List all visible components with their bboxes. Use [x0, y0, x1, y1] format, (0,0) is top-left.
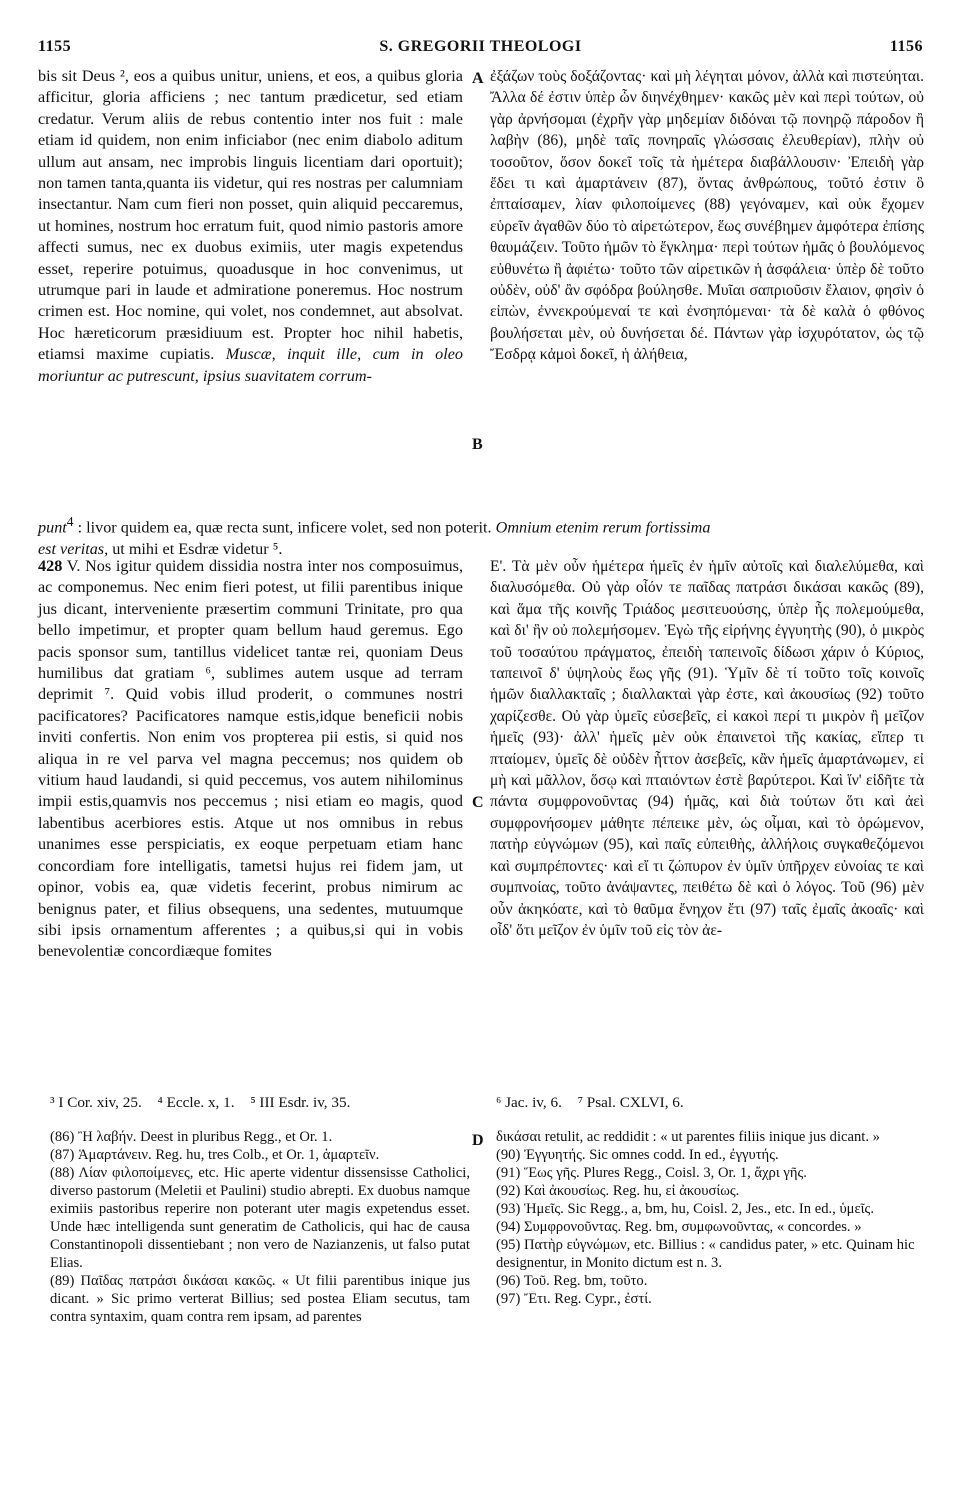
continuation-text-2: ut mihi et Esdræ videtur ⁵. [108, 539, 283, 558]
margin-letter-b: B [472, 436, 483, 453]
greek-section-text: Ε'. Τὰ μὲν οὖν ἡμέτερα ἡμεῖς ἐν ἡμῖν αὐτοῖς καὶ διαλελύμεθα, καὶ διαλυσόμεθα. Οὐ γὰρ οἷόν τε παῖδας πατράσι δικάσαι κακῶς (89), καὶ ἅμα τῆς κοινῆς Τριάδος μεσιτευούσης, ὑπὲρ ἧς πολεμούμεθα, καὶ δι' ἣν οὐ πολεμήσομεν. Ἐγὼ τῆς εἰρήνης ἐγγυητὴς (90), ὁ μικρὸς τοῦ τοσαύτου πράγματος, ἐπειδὴ ταπεινοῖς δίδωσι χάριν ὁ Κύριος, ταπεινοῖ δ' ὑψηλοὺς ἕως γῆς (91). Ὑμῖν δὲ τί τοῦτο τοῖς κοινοῖς ἡμῶν διαλλακταῖς ; διαλλακταὶ γὰρ ἐστε, καὶ ἀκουσίως (92) τοῦτο χαρίζεσθε. Οὐ γὰρ ὑμεῖς εὐσεβεῖς, εἰ κακοὶ περί τι μικρὸν ἢ μεῖζον ἡμεῖς (93)· ἀλλ' ἡμεῖς μὲν οὐκ ἐπαινετοὶ τῆς κακίας, εἴπερ τι πταίομεν, ὑμεῖς δὲ οὐδὲν ἧττον ἀσεβεῖς, κἂν ἡμεῖς ἁμαρτάνωμεν, εἰ μὴ καὶ μᾶλλον, ὅσῳ καὶ πταιόντων ἐστὲ βαρύτεροι. Καὶ ἵν' εἰδῆτε τὰ πάντα συμφρονοῦντας (94) ἡμᾶς, καὶ διὰ τούτων ὅτι καὶ ἀεὶ συμφρονήσομεν μάθητε πέπεικε μὲν, ὡς οἶμαι, καὶ τὸ ὁρώμενον, πατὴρ εὐγνώμων (95), καὶ παῖς εὐπειθὴς, ἀλλήλοις συγκαθεζόμενοι καὶ συμπρέποντες· καὶ εἴ τι ζώπυρον ἐν ὑμῖν ὑπῆρχεν εὐνοίας τε καὶ συμπνοίας, τοῦτο ἀνάψαντες, πειθέτω δὲ καὶ ὁ λόγος. Τοῦ (96) μὲν οὖν ἀκηκόατε, καὶ τὸ θαῦμα ἔνηχον ἔτι (97) ταῖς ἐμαῖς ἀκοαῖς· καὶ οἶδ' ὅτι μεῖζον ἐν ὑμῖν τοῦ εἰς τὸν ἀε- [490, 558, 924, 939]
latin-quotation: Muscæ, inquit ille, cum in oleo moriuntur ac putrescunt, ipsius suavitatem corrum- [38, 345, 463, 385]
latin-text: bis sit Deus ², eos a quibus unitur, uniens, et eos, a quibus gloria afficitur, gloria afficiens ; nec tantum prædicetur, sed etiam credatur. Verum aliis de rebus contentio inter nos fuit : male etiam id quidem, non enim inficiabor (nec enim diabolo aditum ullum aut ansam, nec improbis linguis licentiam dari oportuit); non tamen tanta,quanta iis videtur, qui res nostras per calumniam insectantur. Nam cum fieri non posset, quin aliquid peccaremus, ut homines, nostrum hoc erratum fuit, quod nimio pastoris amore affecti sumus, nec ex duobus eximiis, uter magis expetendus esset, reperire potuimus, quoadusque in hoc convenimus, ut utrumque pari in laude et admiratione poneremus. Hoc nostrum crimen est. Hoc nomine, qui volet, nos condemnet, aut absolvat. Hoc hæreticorum præsidiuum est. Propter hoc nihil habetis, etiamsi maxime cupiatis. [38, 67, 463, 364]
scripture-ref: ⁷ Psal. CXLVI, 6. [577, 1094, 684, 1111]
latin-column-top [38, 66, 463, 387]
scripture-ref: ⁵ III Esdr. iv, 35. [250, 1094, 351, 1111]
footnote: (94) Συμφρονοῦντας. Reg. bm, συμφωνοῦντας, « concordes. » [496, 1219, 862, 1235]
latin-column-section-v [38, 556, 463, 963]
continuation-italic: Omnium etenim rerum fortissima [495, 518, 711, 537]
footnote: (88) Λίαν φιλοποίμενες, etc. Hic aperte videntur dissensisse Catholici, diverso pastorum (Meletii et Paulini) studio abrepti. Ex duobus namque eximiis pastoribus reperire non poterant uter magis expetendus esset. Unde hæc intelligenda sunt generatim de Catholicis, qui hac de causa Constantinopoli dissentiebant ; non vero de Nazianzenis, ut falso putat Elias. [50, 1165, 470, 1271]
greek-column-top [490, 66, 924, 366]
continuation-text: : livor quidem ea, quæ recta sunt, inficere volet, sed non poterit. [73, 518, 496, 537]
full-width-paragraph [38, 511, 922, 560]
scripture-ref: ⁴ Eccle. x, 1. [157, 1094, 235, 1111]
footnote: (92) Καὶ ἀκουσίως. Reg. hu, εἰ ἀκουσίως. [496, 1183, 740, 1199]
footnote: δικάσαι retulit, ac reddidit : « ut parentes filiis inique jus dicant. » [496, 1129, 880, 1145]
footnote-marker: 4 [66, 514, 74, 529]
footnote: (90) Ἐγγυητής. Sic omnes codd. In ed., ἐγγυτής. [496, 1147, 779, 1163]
margin-letter-c: C [472, 794, 484, 811]
page-number-left: 1155 [38, 38, 72, 55]
scripture-ref: ⁶ Jac. iv, 6. [496, 1094, 562, 1111]
footnote: (86) Ἢ λαβήν. Deest in pluribus Regg., et Or. 1. [50, 1129, 333, 1145]
footnote: (93) Ἡμεῖς. Sic Regg., a, bm, hu, Coisl. 2, Jes., etc. In ed., ὑμεῖς. [496, 1201, 874, 1217]
margin-letter-a: A [472, 70, 484, 87]
latin-section-paragraph [38, 556, 463, 963]
greek-column-section-v [490, 556, 924, 941]
footnote: (96) Τοῦ. Reg. bm, τοῦτο. [496, 1273, 648, 1289]
continuation-word: punt [38, 518, 67, 537]
continuation-italic-2: est veritas, [38, 539, 109, 558]
section-number: 428 [38, 557, 63, 575]
margin-letter-d: D [472, 1132, 484, 1149]
footnote: (87) Ἁμαρτάνειν. Reg. hu, tres Colb., et Or. 1, ἁμαρτεῖν. [50, 1147, 380, 1163]
footnote: (89) Παῖδας πατράσι δικάσαι κακῶς. « Ut filii parentibus inique jus dicant. » Sic primo verterat Billius; sed postea Eliam secutus, tam contra syntaxim, quam contra rem ipsam, ad parentes [50, 1273, 470, 1325]
greek-text: ἐξάζων τοὺς δοξάζοντας· καὶ μὴ λέγηται μόνον, ἀλλὰ καὶ πιστεύηται. Ἄλλα δέ ἐστιν ὑπὲρ ὧν διηνέχθημεν· κακῶς μὲν καὶ περὶ τούτων, οὐ γὰρ ἀρνήσομαι (ἐχρῆν γὰρ μηδεμίαν διδόναι τῷ πονηρῷ πάροδον ἢ λαβὴν (86), μηδὲ ταῖς πονηραῖς γλώσσαις ἐλευθερίαν), πλὴν οὐ τοσοῦτον, ὅσον δοκεῖ τοῖς τὰ ἡμέτερα διαβάλλουσιν· Ἐπειδὴ γὰρ ἔδει τι καὶ ἁμαρτάνειν (87), ὄντας ἀνθρώπους, τοῦτό ἐστιν ὃ ἐπταίσαμεν, λίαν φιλοποίμενες (88) γεγόναμεν, καὶ οὐκ ἔχομεν εὑρεῖν ἀγαθῶν δύο τὸ αἱρετώτερον, ἕως συνέβημεν ἀμφότερα ἐπίσης θαυμάζειν. Τοῦτο ἡμῶν τὸ ἔγκλημα· περὶ τούτων ἡμᾶς ὁ βουλόμενος εὐθυνέτω ἢ ἀφιέτω· τοῦτο τῶν αἱρετικῶν ἡ ἀσφάλεια· ὑπὲρ δὲ τοῦτο οὐδὲν, οὐδ' ἂν σφόδρα βούλησθε. Μυῖαι σαπριοῦσιν ἔλαιον, φησὶν ὁ εἰπὼν, ἐννεκρούμεναί τε καὶ ἐνσηπόμεναι· τὰ δὲ καλὰ ὁ φθόνος βουλήσεται μὲν, οὐ δυνήσεται δέ. Πάντων γὰρ ἰσχυρότατον, ὡς τῷ Ἔσδρᾳ κἀμοὶ δοκεῖ, ἡ ἀλήθεια, [490, 68, 924, 364]
running-title: S. GREGORII THEOLOGI [379, 38, 582, 55]
scripture-ref: ³ I Cor. xiv, 25. [50, 1094, 142, 1111]
footnote: (95) Πατὴρ εὐγνώμων, etc. Billius : « candidus pater, » etc. Quinam hic designentur, in Monito dictum est n. 3. [496, 1237, 915, 1271]
footnotes-right [496, 1128, 922, 1308]
scripture-references-left [50, 1092, 480, 1113]
page-header [38, 36, 923, 58]
footnote: (97) Ἔτι. Reg. Cypr., ἐστί. [496, 1291, 652, 1307]
scripture-references-right [496, 1092, 926, 1113]
latin-paragraph [38, 66, 463, 387]
latin-section-text: V. Nos igitur quidem dissidia nostra inter nos composuimus, ac componemus. Nec enim fieri potest, ut filii parentibus inique jus dicant, interveniente præsertim communi Trinitate, pro qua bello impetimur, et propter quam bellum haud geremus. Ego pacis sponsor sum, tantillus videlicet tantæ rei, quoniam Deus humilibus dat gratiam ⁶, sublimes autem usque ad terram deprimit ⁷. Quid vobis illud proderit, o communes nostri pacificatores? Pacificatores namque estis,idque beneficii nobis inviti confertis. Non enim vos propterea pii estis, si quid nos aliqua in re vel parva vel magna peccemus; nos quidem ob vitium haud laudandi, si quid peccemus, vos autem nihilominus impii estis,quamvis nos peccemus ; nisi etiam eo magis, quod labentibus acerbiores estis. Atque ut nos omnibus in rebus unanimes esse perspiciatis, ex eoque perpetuam etiam hanc concordiam fore intelligatis, tametsi hujus rei fidem jam, ut opinor, vobis ea, quæ videtis fecerint, probus nimirum ac benignus pater, et filius obsequens, una sedentes, mutuumque sibi ipsis ornamentum afferentes ; a quibus,si qui in vobis benevolentiæ concordiæque fomites [38, 557, 463, 961]
footnote: (91) Ἕως γῆς. Plures Regg., Coisl. 3, Or. 1, ἄχρι γῆς. [496, 1165, 807, 1181]
page-number-right: 1156 [889, 38, 923, 55]
full-width-lines [38, 511, 922, 560]
footnotes-left [50, 1128, 470, 1326]
